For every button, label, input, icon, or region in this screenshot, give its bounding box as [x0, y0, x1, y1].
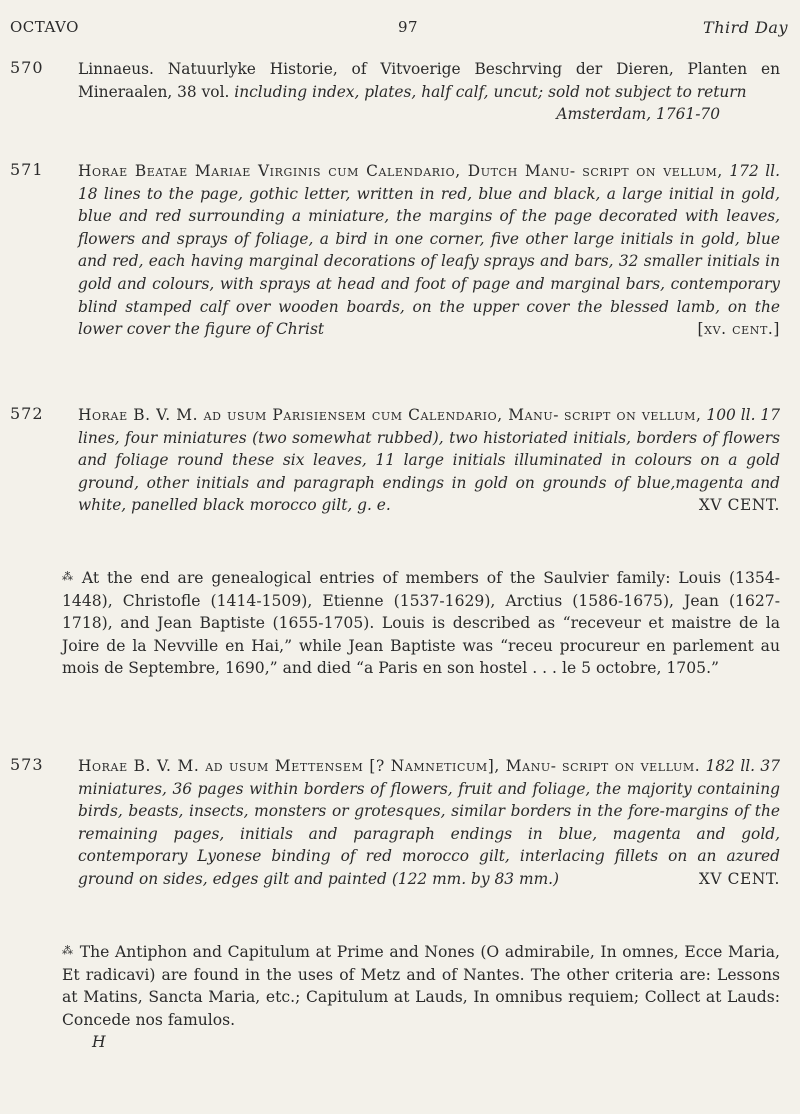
lot-detail: 182 ll. 37 miniatures, 36 pages within borders of flowers, fruit and foliage, the majority containing birds, beasts, insects, monsters or grotesques, similar borders in the fore-margins of the remaining pages, initials and paragraph endings in blue, magenta and gold, contemporary Lyonese binding of red morocco gilt, interlacing fillets on an azured ground on sides, edges gilt and painted: [78, 757, 780, 888]
asterism-icon: ⁂: [62, 944, 74, 957]
lot-number: 570: [10, 58, 44, 77]
lot-title-rest: script on vellum,: [564, 406, 702, 424]
catchword: H: [92, 1033, 106, 1052]
lot-detail: 172 ll. 18 lines to the page, gothic letter, written in red, blue and black, a large initial in gold, blue and red surrounding a miniature, the margins of the page decorated with leaves, flowers and sprays of foliage, a bird in one corner, five other large initials in gold, blue and red, each having marginal decorations of leafy sprays and bars, 32 smaller initials in gold and colours, with sprays at head and foot of page and marginal bars, contemporary blind stamped calf over wooden boards, on the upper cover the blessed lamb, on the lower cover the figure of Christ: [78, 162, 780, 339]
lot-title-rest: script on vellum.: [561, 757, 701, 775]
lot-number: 571: [10, 160, 44, 179]
lot-author: Linnaeus.: [78, 60, 154, 78]
lot-description: [78, 755, 780, 891]
header-format: OCTAVO: [10, 18, 79, 36]
lot-description: [78, 404, 780, 517]
lot-title: Horae Beatae Mariae Virginis cum Calendario, Dutch Manu-: [78, 162, 576, 180]
lot-570: [10, 58, 780, 126]
note-text: The Antiphon and Capitulum at Prime and Nones (O admirabile, In omnes, Ecce Maria, Et radicavi) are found in the uses of Metz and of Nantes. The other criteria are: Lessons at Matins, Sancta Maria, etc.; Capitulum at Lauds, In omnibus requiem; Collect at Lauds: Concede nos famulos.: [62, 943, 780, 1029]
lot-title-rest: script on vellum,: [582, 162, 723, 180]
lot-573-note: [62, 940, 780, 1054]
lot-572: [10, 404, 780, 517]
lot-title: Horae B. V. M. ad usum Mettensem [? Namneticum], Manu-: [78, 757, 557, 775]
lot-title: Horae B. V. M. ad usum Parisiensem cum Calendario, Manu-: [78, 406, 560, 424]
lot-description: [78, 58, 780, 126]
asterism-icon: ⁂: [62, 570, 76, 583]
lot-size: (122 mm. by 83 mm.): [391, 869, 560, 888]
lot-century: [xv. cent.]: [697, 320, 780, 339]
lot-century: XV CENT.: [698, 496, 780, 515]
lot-title: Natuurlyke Historie, of Vitvoerige Beschrving der Dieren, Planten en Mineraalen, 38 vol.: [78, 60, 780, 101]
lot-detail: 100 ll. 17 lines, four miniatures (two somewhat rubbed), two historiated initials, borders of flowers and foliage round these six leaves, 11 large initials illuminated in colours on a gold ground, other initials and paragraph endings in gold on grounds of blue,magenta and white, panelled black morocco gilt, g. e.: [78, 406, 780, 515]
header-day: Third Day: [703, 18, 788, 37]
lot-condition: including index, plates, half calf, uncut; sold not subject to return: [234, 82, 747, 101]
lot-573: [10, 755, 780, 891]
lot-description: [78, 160, 780, 341]
lot-imprint: Amsterdam, 1761-70: [556, 105, 720, 124]
page-header: [10, 18, 788, 42]
page-number: 97: [398, 18, 419, 36]
lot-number: 573: [10, 755, 44, 774]
lot-number: 572: [10, 404, 44, 423]
lot-century: XV CENT.: [698, 869, 780, 888]
lot-571: [10, 160, 780, 341]
lot-572-note: [62, 566, 780, 680]
note-text: At the end are genealogical entries of members of the Saulvier family: Louis (1354-1448), Christofle (1414-1509), Etienne (1537-1629), Arctius (1586-1675), Jean (1627-1718), and Jean Baptiste (1655-1705). Louis is described as “receveur et maistre de la Joire de la Nevville en Hai,” while Jean Baptiste was “receu procureur en parlement au mois de Septembre, 1690,” and died “a Paris en son hostel . . . le 5 octobre, 1705.”: [62, 569, 780, 678]
